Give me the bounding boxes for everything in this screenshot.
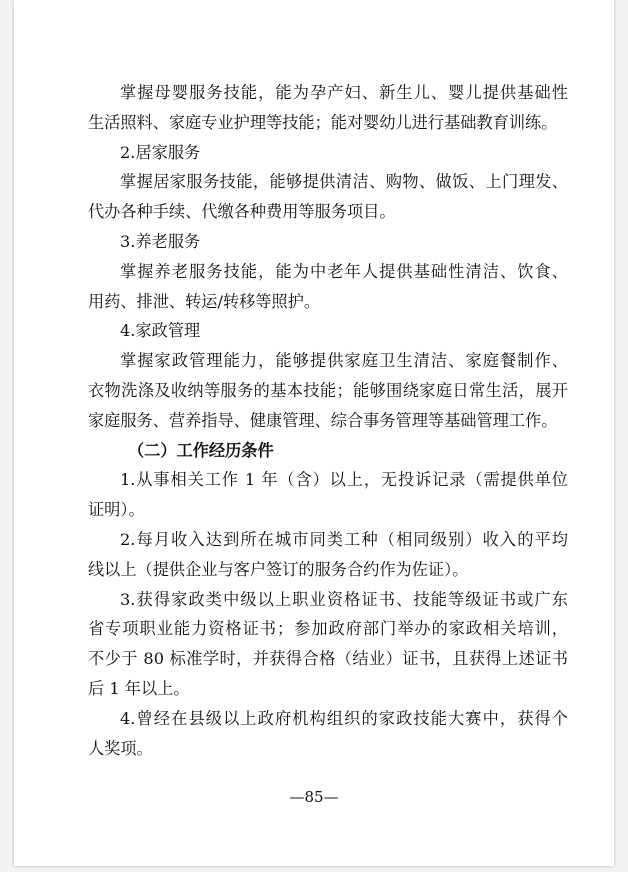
paragraph-c3-line-1: 3.获得家政类中级以上职业资格证书、技能等级证书或广东: [120, 589, 568, 609]
section-heading-sec2: （二）工作经历条件: [128, 440, 274, 460]
paragraph-p2-line-2: 代办各种手续、代缴各种费用等服务项目。: [88, 202, 396, 222]
paragraph-p1-line-2: 生活照料、家庭专业护理等技能；能对婴幼儿进行基础教育训练。: [88, 112, 558, 132]
subheading-h3: 3.养老服务: [120, 231, 201, 251]
document-body: [88, 78, 568, 763]
paragraph-c3-line-4: 后 1 年以上。: [88, 678, 190, 698]
subheading-h4: 4.家政管理: [120, 321, 201, 341]
page-number: —85—: [289, 788, 339, 806]
paragraph-p4-line-2: 衣物洗涤及收纳等服务的基本技能；能够围绕家庭日常生活，展开: [88, 380, 568, 400]
paragraph-c4-line-1: 4.曾经在县级以上政府机构组织的家政技能大赛中，获得个: [120, 708, 568, 728]
subheading-h2: 2.居家服务: [120, 142, 201, 162]
paragraph-p1-line-1: 掌握母婴服务技能，能为孕产妇、新生儿、婴儿提供基础性: [120, 83, 568, 102]
paragraph-c1-line-1: 1.从事相关工作 1 年（含）以上，无投诉记录（需提供单位: [120, 470, 568, 490]
paragraph-c3-line-3: 不少于 80 标准学时，并获得合格（结业）证书，且获得上述证书: [88, 649, 568, 669]
paragraph-c4-line-2: 人奖项。: [88, 738, 153, 758]
paragraph-p3-line-1: 掌握养老服务技能，能为中老年人提供基础性清洁、饮食、: [120, 261, 568, 281]
paragraph-p4-line-3: 家庭服务、营养指导、健康管理、综合事务管理等基础管理工作。: [88, 410, 558, 430]
paragraph-p3-line-2: 用药、排泄、转运/转移等照护。: [88, 291, 321, 311]
paragraph-c3-line-2: 省专项职业能力资格证书；参加政府部门举办的家政相关培训，: [88, 619, 568, 639]
paragraph-c1-line-2: 证明）。: [88, 500, 145, 520]
paragraph-c2-line-1: 2.每月收入达到所在城市同类工种（相同级别）收入的平均: [120, 529, 568, 549]
paragraph-c2-line-2: 线以上（提供企业与客户签订的服务合约作为佐证）。: [88, 559, 469, 579]
paragraph-p4-line-1: 掌握家政管理能力，能够提供家庭卫生清洁、家庭餐制作、: [120, 351, 568, 371]
paragraph-p2-line-1: 掌握居家服务技能，能够提供清洁、购物、做饭、上门理发、: [120, 172, 568, 192]
document-page: [14, 0, 614, 866]
